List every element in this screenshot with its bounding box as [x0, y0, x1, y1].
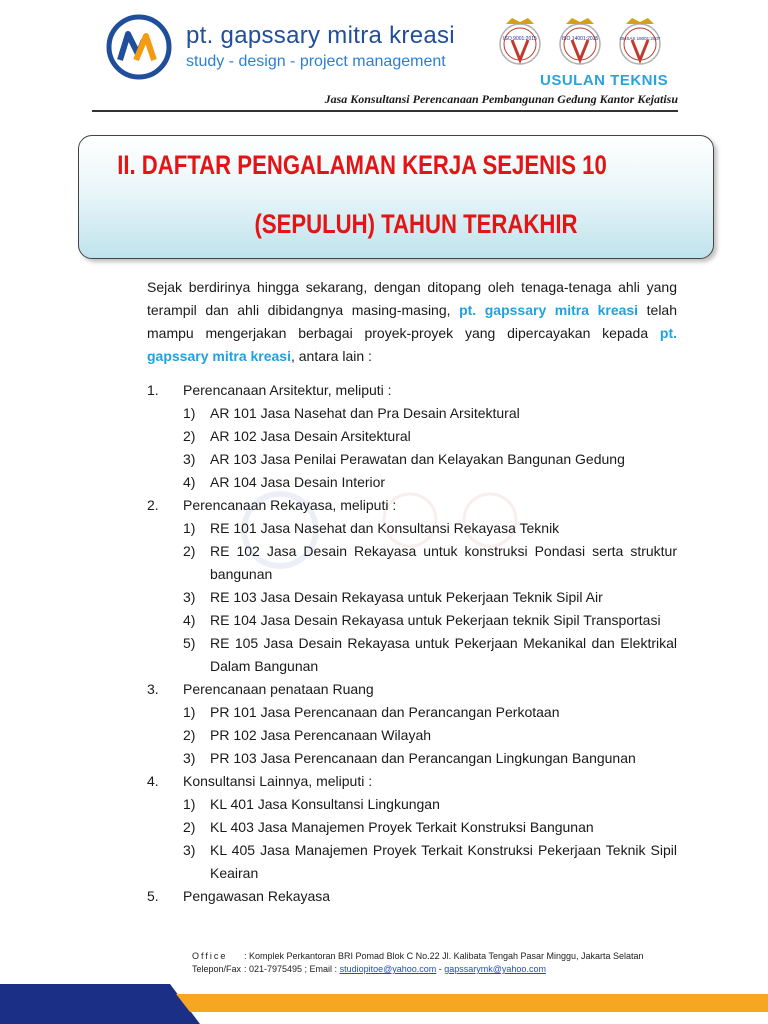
document-body	[147, 276, 677, 908]
footer-email-link[interactable]: gapssarymk@yahoo.com	[444, 964, 546, 974]
intro-text: Sejak berdirinya hingga sekarang, dengan ditopang oleh tenaga-tenaga ahli yang terampil dan ahli dibidangnya masing-masing,	[147, 279, 677, 318]
footer-email-link[interactable]: studiopitoe@yahoo.com	[339, 964, 437, 974]
footer-decoration	[0, 984, 768, 1024]
footer-office-row	[192, 950, 644, 963]
company-name-highlight: pt. gapssary mitra kreasi	[147, 325, 677, 364]
list-item-number: 3)	[183, 451, 196, 467]
footer-phone-value: : 021-7975495 ; Email :	[244, 964, 340, 974]
list-item-number: 5)	[183, 635, 196, 651]
experience-list	[147, 379, 677, 908]
footer-phone-label: Telepon/Fax	[192, 964, 242, 974]
section-heading	[147, 885, 677, 908]
company-name: pt. gapssary mitra kreasi	[186, 22, 455, 49]
footer-office-label: Office	[192, 951, 228, 961]
list-item-text: KL 405 Jasa Manajemen Proyek Terkait Konstruksi Pekerjaan Teknik Sipil Keairan	[210, 842, 677, 881]
intro-paragraph	[147, 276, 677, 368]
iso-badge-label: ISO 9001:2015	[503, 36, 537, 42]
list-item-text: AR 102 Jasa Desain Arsitektural	[210, 428, 411, 444]
list-item	[147, 816, 677, 839]
section-title-line-1: II. DAFTAR PENGALAMAN KERJA SEJENIS 10	[117, 150, 607, 180]
section-title: Perencanaan Rekayasa, meliputi :	[183, 497, 397, 513]
list-item	[147, 586, 677, 609]
iso-badge-label: OHSAS 18001:2007	[619, 36, 661, 41]
iso-badge-icon	[500, 18, 540, 64]
section-title: Perencanaan Arsitektur, meliputi :	[183, 382, 392, 398]
list-item	[147, 724, 677, 747]
list-item-number: 3)	[183, 842, 196, 858]
list-item-number: 1)	[183, 796, 196, 812]
company-tagline: study - design - project management	[186, 53, 446, 70]
project-title: Jasa Konsultansi Perencanaan Pembangunan Gedung Kantor Kejatisu	[324, 92, 678, 106]
list-item	[147, 448, 677, 471]
document-label: USULAN TEKNIS	[540, 72, 669, 89]
list-item	[147, 609, 677, 632]
section-title: Pengawasan Rekayasa	[183, 888, 331, 904]
iso-badge-label: ISO 14001:2015	[561, 36, 599, 42]
header-divider	[92, 110, 678, 112]
list-item-number: 4)	[183, 612, 196, 628]
list-item	[147, 517, 677, 540]
section-title: Perencanaan penataan Ruang	[183, 681, 374, 697]
section-number: 1.	[147, 382, 159, 398]
list-item	[147, 632, 677, 678]
list-item	[147, 540, 677, 586]
section-number: 4.	[147, 773, 159, 789]
list-item	[147, 471, 677, 494]
iso-badge-icon	[560, 18, 600, 64]
list-item	[147, 839, 677, 885]
list-item-number: 2)	[183, 727, 196, 743]
list-item-number: 1)	[183, 520, 196, 536]
footer-email-separator: -	[436, 964, 445, 974]
list-item-number: 3)	[183, 589, 196, 605]
list-item-number: 1)	[183, 704, 196, 720]
list-item-text: PR 101 Jasa Perencanaan dan Perancangan Perkotaan	[210, 704, 560, 720]
section-title-line-2: (SEPULUH) TAHUN TERAKHIR	[254, 209, 578, 239]
list-item-text: AR 103 Jasa Penilai Perawatan dan Kelayakan Bangunan Gedung	[210, 451, 625, 467]
list-item-number: 3)	[183, 750, 196, 766]
list-item	[147, 793, 677, 816]
list-item	[147, 402, 677, 425]
section-number: 5.	[147, 888, 159, 904]
section-title-box	[78, 135, 714, 259]
list-item	[147, 425, 677, 448]
list-item-text: PR 103 Jasa Perencanaan dan Perancangan Lingkungan Bangunan	[210, 750, 636, 766]
section-number: 3.	[147, 681, 159, 697]
list-item	[147, 747, 677, 770]
company-logo	[106, 14, 172, 80]
list-item-text: RE 103 Jasa Desain Rekayasa untuk Pekerjaan Teknik Sipil Air	[210, 589, 603, 605]
list-item-number: 4)	[183, 474, 196, 490]
list-item-number: 2)	[183, 543, 196, 559]
list-item-number: 2)	[183, 428, 196, 444]
list-item	[147, 701, 677, 724]
company-name-highlight: pt. gapssary mitra kreasi	[459, 302, 639, 318]
list-item-text: KL 401 Jasa Konsultansi Lingkungan	[210, 796, 440, 812]
section-title: Konsultansi Lainnya, meliputi :	[183, 773, 373, 789]
list-item-text: KL 403 Jasa Manajemen Proyek Terkait Konstruksi Bangunan	[210, 819, 594, 835]
list-item-number: 1)	[183, 405, 196, 421]
list-item-text: PR 102 Jasa Perencanaan Wilayah	[210, 727, 432, 743]
footer-office-address: : Komplek Perkantoran BRI Pomad Blok C No.22 Jl. Kalibata Tengah Pasar Minggu, Jakarta Selatan	[244, 951, 644, 961]
list-item-text: RE 104 Jasa Desain Rekayasa untuk Pekerjaan teknik Sipil Transportasi	[210, 612, 661, 628]
iso-badge-icon	[620, 18, 661, 64]
list-item-text: AR 104 Jasa Desain Interior	[210, 474, 386, 490]
section-heading	[147, 678, 677, 701]
iso-certification-badges	[492, 12, 676, 74]
footer-contact	[192, 950, 644, 976]
intro-text: , antara lain :	[290, 348, 372, 364]
section-heading	[147, 379, 677, 402]
list-item-text: RE 101 Jasa Nasehat dan Konsultansi Rekayasa Teknik	[210, 520, 560, 536]
section-heading	[147, 494, 677, 517]
section-number: 2.	[147, 497, 159, 513]
intro-text: telah mampu mengerjakan berbagai proyek-proyek yang dipercayakan kepada	[147, 302, 677, 341]
list-item-number: 2)	[183, 819, 196, 835]
list-item-text: RE 102 Jasa Desain Rekayasa untuk konstruksi Pondasi serta struktur bangunan	[210, 543, 677, 582]
list-item-text: RE 105 Jasa Desain Rekayasa untuk Pekerjaan Mekanikal dan Elektrikal Dalam Bangunan	[210, 635, 677, 674]
footer-phone-row	[192, 963, 644, 976]
section-heading	[147, 770, 677, 793]
list-item-text: AR 101 Jasa Nasehat dan Pra Desain Arsitektural	[210, 405, 520, 421]
